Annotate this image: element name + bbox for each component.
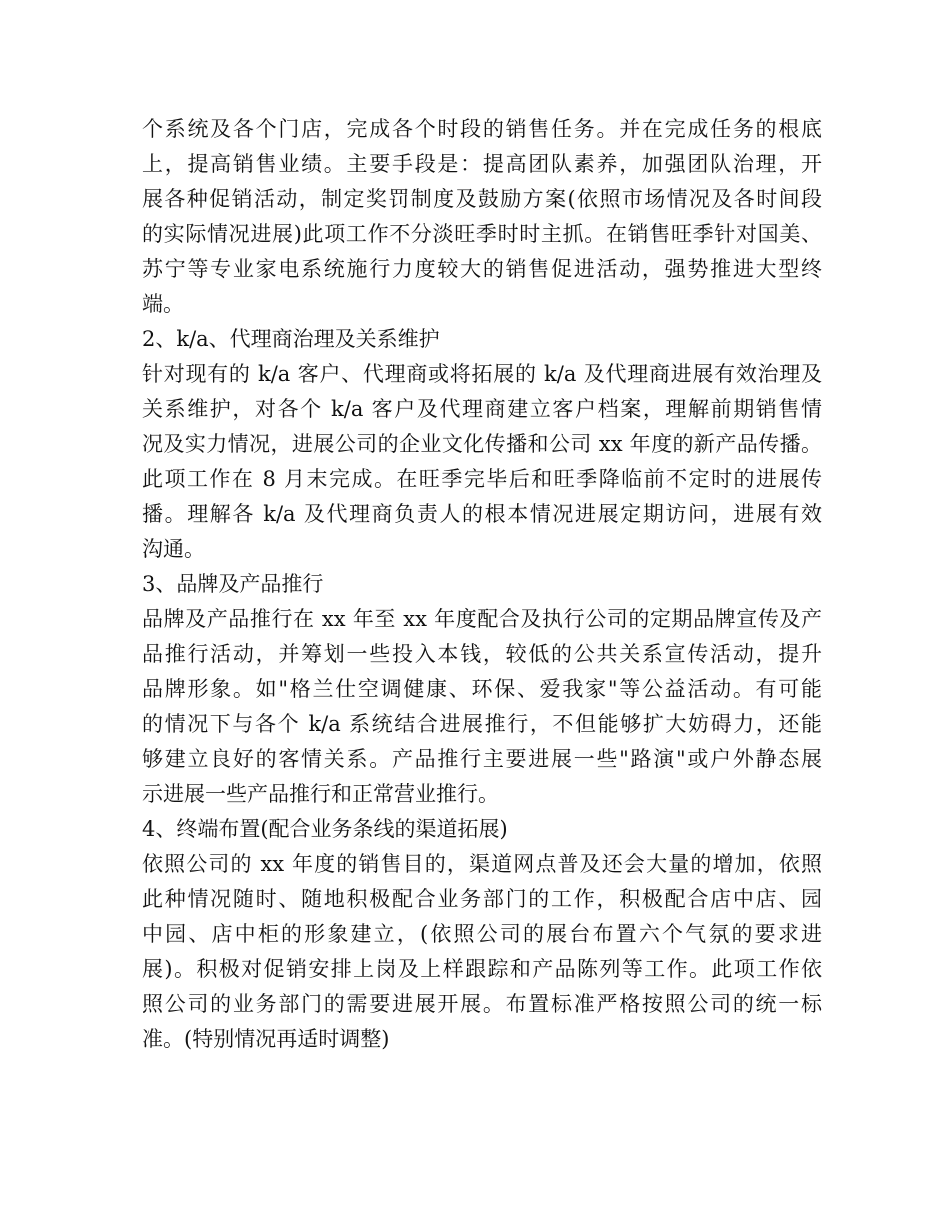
text-line: 依照公司的 xx 年度的销售目的，渠道网点普及还会大量的增加，依照 xyxy=(142,852,822,876)
text-line: 展各种促销活动，制定奖罚制度及鼓励方案(依照市场情况及各时间段 xyxy=(142,187,822,211)
text-line: 品牌及产品推行在 xx 年至 xx 年度配合及执行公司的定期品牌宣传及产 xyxy=(142,607,822,631)
text-line: 准。(特别情况再适时调整) xyxy=(142,1027,390,1051)
document-body xyxy=(142,112,822,1057)
text-line: 品牌形象。如"格兰仕空调健康、环保、爱我家"等公益活动。有可能 xyxy=(142,677,822,701)
text-line: 针对现有的 k/a 客户、代理商或将拓展的 k/a 及代理商进展有效治理及 xyxy=(142,362,822,386)
text-line: 个系统及各个门店，完成各个时段的销售任务。并在完成任务的根底 xyxy=(142,117,822,141)
text-line: 播。理解各 k/a 及代理商负责人的根本情况进展定期访问，进展有效 xyxy=(142,502,822,526)
text-line: 品推行活动，并筹划一些投入本钱，较低的公共关系宣传活动，提升 xyxy=(142,642,822,666)
text-line: 关系维护，对各个 k/a 客户及代理商建立客户档案，理解前期销售情 xyxy=(142,397,822,421)
text-line: 照公司的业务部门的需要进展开展。布置标准严格按照公司的统一标 xyxy=(142,992,822,1016)
text-line: 的实际情况进展)此项工作不分淡旺季时时主抓。在销售旺季针对国美、 xyxy=(142,222,822,246)
text-line: 上，提高销售业绩。主要手段是：提高团队素养，加强团队治理，开 xyxy=(142,152,822,176)
text-line: 中园、店中柜的形象建立，(依照公司的展台布置六个气氛的要求进 xyxy=(142,922,822,946)
text-line: 2、k/a、代理商治理及关系维护 xyxy=(142,327,440,351)
text-line: 此项工作在 8 月末完成。在旺季完毕后和旺季降临前不定时的进展传 xyxy=(142,467,822,491)
text-line: 沟通。 xyxy=(142,537,205,561)
text-line: 端。 xyxy=(142,292,184,316)
text-line: 苏宁等专业家电系统施行力度较大的销售促进活动，强势推进大型终 xyxy=(142,257,822,281)
text-line: 示进展一些产品推行和正常营业推行。 xyxy=(142,782,499,806)
text-line: 展)。积极对促销安排上岗及上样跟踪和产品陈列等工作。此项工作依 xyxy=(142,957,822,981)
text-line: 的情况下与各个 k/a 系统结合进展推行，不但能够扩大妨碍力，还能 xyxy=(142,712,822,736)
text-line: 3、品牌及产品推行 xyxy=(142,572,324,596)
text-line: 4、终端布置(配合业务条线的渠道拓展) xyxy=(142,817,508,841)
text-line: 此种情况随时、随地积极配合业务部门的工作，积极配合店中店、园 xyxy=(142,887,822,911)
text-line: 况及实力情况，进展公司的企业文化传播和公司 xx 年度的新产品传播。 xyxy=(142,432,822,456)
text-line: 够建立良好的客情关系。产品推行主要进展一些"路演"或户外静态展 xyxy=(142,747,822,771)
